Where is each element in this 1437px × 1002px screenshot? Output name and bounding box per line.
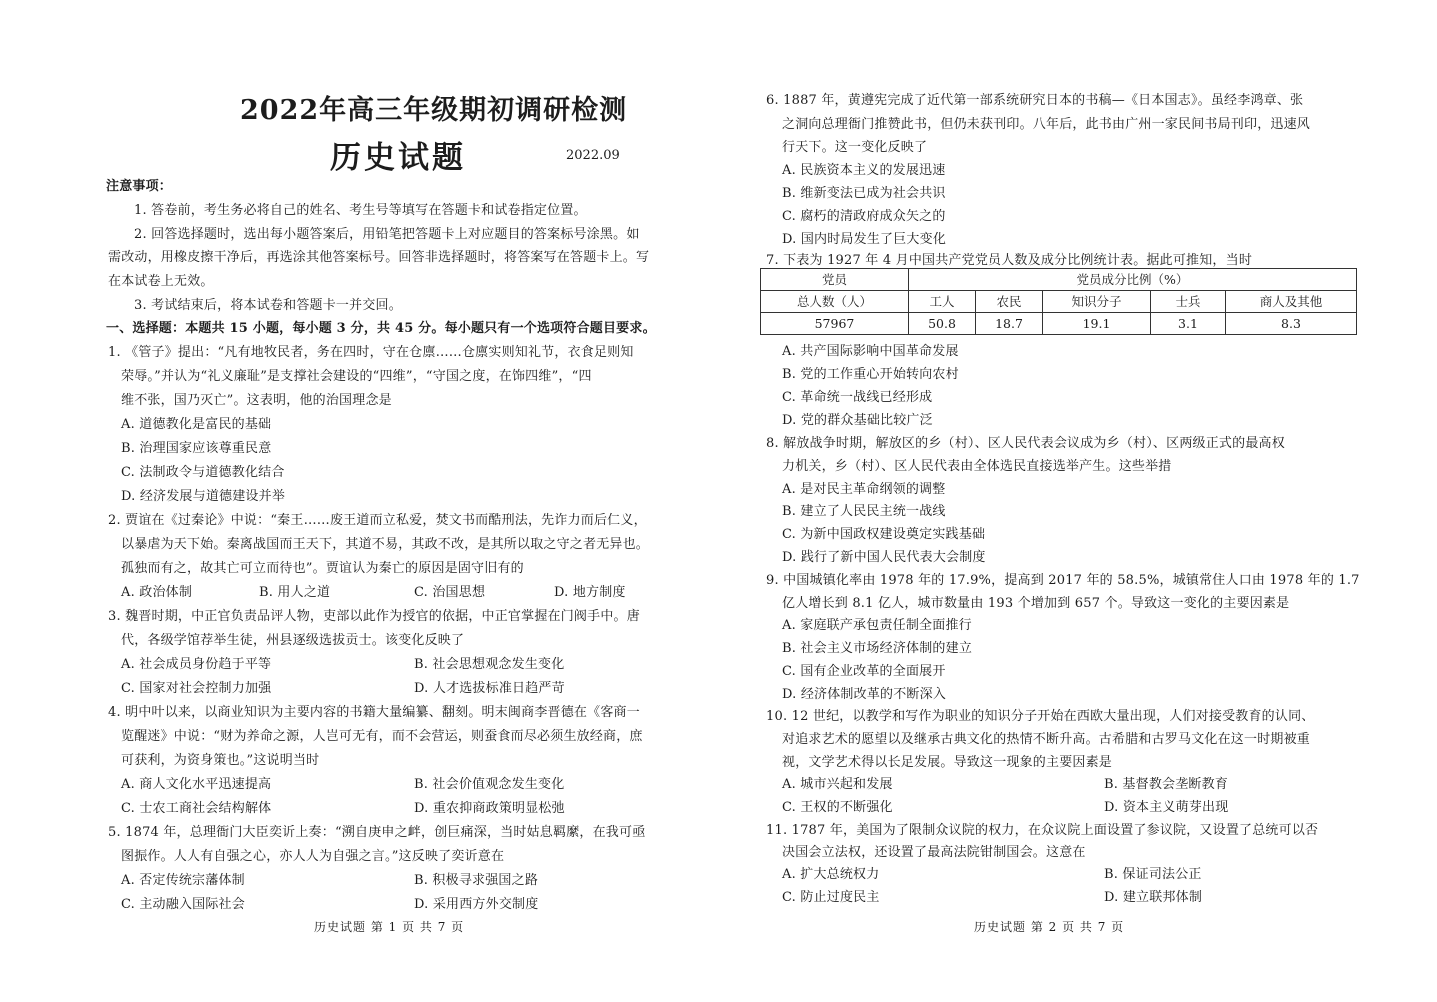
q6-stem: 行天下。这一变化反映了 [782, 140, 928, 155]
q5-option-d: D. 采用西方外交制度 [414, 897, 539, 912]
table-cell: 18.7 [976, 313, 1043, 335]
q2-option-a: A. 政治体制 [121, 585, 193, 600]
table-header-cell: 总人数（人） [761, 291, 909, 313]
table-header-cell: 知识分子 [1043, 291, 1151, 313]
q4-option-b: B. 社会价值观念发生变化 [414, 777, 565, 792]
q2-stem: 孤独而有之，故其亡可立而待也”。贾谊认为秦亡的原因是固守旧有的 [121, 561, 524, 576]
notice-line: 1. 答卷前，考生务必将自己的姓名、考生号等填写在答题卡和试卷指定位置。 [134, 203, 587, 218]
q8-stem: 8. 解放战争时期，解放区的乡（村）、区人民代表会议成为乡（村）、区两级正式的最高权 [766, 436, 1285, 451]
q5-stem: 5. 1874 年，总理衙门大臣奕䜣上奏：“溯自庚申之衅，创巨痛深，当时姑息羁縻，在我可亟 [108, 825, 646, 840]
q6-option-b: B. 维新变法已成为社会共识 [782, 186, 946, 201]
q1-option-a: A. 道德教化是富民的基础 [121, 417, 272, 432]
q3-option-a: A. 社会成员身份趋于平等 [121, 657, 272, 672]
q1-stem: 1. 《管子》提出：“凡有地牧民者，务在四时，守在仓廪……仓廪实则知礼节，衣食足则知 [108, 345, 634, 360]
q6-option-a: A. 民族资本主义的发展迅速 [782, 163, 946, 178]
q10-stem: 视，文学艺术得以长足发展。导致这一现象的主要因素是 [782, 755, 1113, 770]
q7-option-d: D. 党的群众基础比较广泛 [782, 413, 933, 428]
q5-option-c: C. 主动融入国际社会 [121, 897, 245, 912]
notice-heading: 注意事项： [106, 179, 173, 194]
q7-stem: 7. 下表为 1927 年 4 月中国共产党党员人数及成分比例统计表。据此可推知，当时 [766, 253, 1253, 268]
q9-option-a: A. 家庭联产承包责任制全面推行 [782, 618, 972, 633]
q11-option-d: D. 建立联邦体制 [1104, 890, 1203, 905]
q10-stem: 对追求艺术的愿望以及继承古典文化的热情不断升高。古希腊和古罗马文化在这一时期被重 [782, 732, 1311, 747]
table-cell: 57967 [761, 313, 909, 335]
q11-option-c: C. 防止过度民主 [782, 890, 880, 905]
table-cell: 50.8 [909, 313, 976, 335]
q10-stem: 10. 12 世纪，以教学和写作为职业的知识分子开始在西欧大量出现，人们对接受教育的认同、 [766, 709, 1315, 724]
q6-stem: 6. 1887 年，黄遵宪完成了近代第一部系统研究日本的书稿—《日本国志》。虽经李鸿章、张 [766, 93, 1304, 108]
party-member-stats-table [760, 268, 1357, 335]
q5-stem: 图振作。人人有自强之心，亦人人为自强之言。”这反映了奕䜣意在 [121, 849, 505, 864]
q1-stem: 荣辱。”并认为“礼义廉耻”是支撑社会建设的“四维”，“守国之度，在饰四维”，“四 [121, 369, 592, 384]
q7-option-a: A. 共产国际影响中国革命发展 [782, 344, 959, 359]
table-header-cell: 农民 [976, 291, 1043, 313]
q2-stem: 2. 贾谊在《过秦论》中说：“秦王……废王道而立私爱，焚文书而酷刑法，先诈力而后仁义， [108, 513, 647, 528]
q6-option-d: D. 国内时局发生了巨大变化 [782, 232, 947, 247]
q1-option-c: C. 法制政令与道德教化结合 [121, 465, 285, 480]
q9-stem: 亿人增长到 8.1 亿人，城市数量由 193 个增加到 657 个。导致这一变化的主要因素是 [782, 596, 1290, 611]
q11-stem: 11. 1787 年，美国为了限制众议院的权力，在众议院上面设置了参议院，又设置了总统可以否 [766, 823, 1319, 838]
table-header-cell: 商人及其他 [1226, 291, 1357, 313]
q1-option-d: D. 经济发展与道德建设并举 [121, 489, 286, 504]
q10-option-d: D. 资本主义萌芽出现 [1104, 800, 1229, 815]
q11-option-b: B. 保证司法公正 [1104, 867, 1202, 882]
q9-option-c: C. 国有企业改革的全面展开 [782, 664, 946, 679]
q9-stem: 9. 中国城镇化率由 1978 年的 17.9%，提高到 2017 年的 58.5%，城镇常住人口由 1978 年的 1.7 [766, 573, 1360, 588]
q1-stem: 维不张，国乃灭亡”。这表明，他的治国理念是 [121, 393, 392, 408]
q1-option-b: B. 治理国家应该尊重民意 [121, 441, 272, 456]
q5-option-a: A. 否定传统宗藩体制 [121, 873, 245, 888]
q4-stem: 4. 明中叶以来，以商业知识为主要内容的书籍大量编纂、翻刻。明末闽商李晋德在《客商一 [108, 705, 640, 720]
q3-stem: 代，各级学馆荐举生徒，州县逐级选拔贡士。该变化反映了 [121, 633, 465, 648]
q8-option-d: D. 践行了新中国人民代表大会制度 [782, 550, 986, 565]
q3-option-c: C. 国家对社会控制力加强 [121, 681, 272, 696]
q2-option-b: B. 用人之道 [259, 585, 331, 600]
q7-option-c: C. 革命统一战线已经形成 [782, 390, 933, 405]
notice-line: 在本试卷上无效。 [108, 274, 214, 289]
q4-option-d: D. 重农抑商政策明显松弛 [414, 801, 565, 816]
q8-option-b: B. 建立了人民民主统一战线 [782, 504, 946, 519]
q9-option-d: D. 经济体制改革的不断深入 [782, 687, 947, 702]
q3-option-d: D. 人才选拔标准日趋严苛 [414, 681, 565, 696]
q4-stem: 可获利，为资身策也。”这说明当时 [121, 753, 320, 768]
section-heading: 一、选择题：本题共 15 小题，每小题 3 分，共 45 分。每小题只有一个选项符合题目要求。 [106, 321, 656, 336]
q11-stem: 决国会立法权，还设置了最高法院钳制国会。这意在 [782, 845, 1086, 860]
table-cell: 3.1 [1151, 313, 1226, 335]
q9-option-b: B. 社会主义市场经济体制的建立 [782, 641, 973, 656]
q4-option-c: C. 士农工商社会结构解体 [121, 801, 272, 816]
q2-stem: 以暴虐为天下始。秦离战国而王天下，其道不易，其政不改，是其所以取之守之者无异也。 [121, 537, 650, 552]
table-header-cell: 工人 [909, 291, 976, 313]
notice-line: 3. 考试结束后，将本试卷和答题卡一并交回。 [134, 298, 402, 313]
page-footer: 历史试题 第 2 页 共 7 页 [974, 920, 1125, 934]
q4-option-a: A. 商人文化水平迅速提高 [121, 777, 272, 792]
exam-page-1 [0, 0, 718, 1002]
q4-stem: 览醒迷》中说：“财为养命之源，人岂可无有，而不会营运，则蚕食而尽必须生放经商，庶 [121, 729, 643, 744]
q5-option-b: B. 积极寻求强国之路 [414, 873, 539, 888]
q8-option-a: A. 是对民主革命纲领的调整 [782, 482, 946, 497]
exam-subject-title: 历史试题 [330, 140, 466, 176]
q2-option-d: D. 地方制度 [554, 585, 626, 600]
q8-stem: 力机关，乡（村）、区人民代表由全体选民直接选举产生。这些举措 [782, 459, 1172, 474]
table-header-cell: 士兵 [1151, 291, 1226, 313]
table-cell: 8.3 [1226, 313, 1357, 335]
table-header-cell: 党员 [761, 269, 909, 291]
table-group-header: 党员成分比例（%） [909, 269, 1357, 291]
notice-line: 2. 回答选择题时，选出每小题答案后，用铅笔把答题卡上对应题目的答案标号涂黑。如 [134, 227, 640, 242]
q10-option-b: B. 基督教会垄断教育 [1104, 777, 1229, 792]
q8-option-c: C. 为新中国政权建设奠定实践基础 [782, 527, 986, 542]
notice-line: 需改动，用橡皮擦干净后，再选涂其他答案标号。回答非选择题时，将答案写在答题卡上。写 [108, 250, 650, 265]
exam-page-2 [718, 0, 1437, 1002]
q10-option-a: A. 城市兴起和发展 [782, 777, 893, 792]
q3-option-b: B. 社会思想观念发生变化 [414, 657, 565, 672]
table-cell: 19.1 [1043, 313, 1151, 335]
exam-title: 2022年高三年级期初调研检测 [240, 95, 628, 126]
q2-option-c: C. 治国思想 [414, 585, 486, 600]
q10-option-c: C. 王权的不断强化 [782, 800, 893, 815]
q7-option-b: B. 党的工作重心开始转向农村 [782, 367, 959, 382]
q6-option-c: C. 腐朽的清政府成众矢之的 [782, 209, 946, 224]
exam-date: 2022.09 [566, 148, 620, 163]
q11-option-a: A. 扩大总统权力 [782, 867, 880, 882]
q6-stem: 之洞向总理衙门推赞此书，但仍未获刊印。八年后，此书由广州一家民间书局刊印，迅速风 [782, 117, 1311, 132]
page-footer: 历史试题 第 1 页 共 7 页 [314, 920, 465, 934]
q3-stem: 3. 魏晋时期，中正官负责品评人物，吏部以此作为授官的依据，中正官掌握在门阀手中。唐 [108, 609, 640, 624]
